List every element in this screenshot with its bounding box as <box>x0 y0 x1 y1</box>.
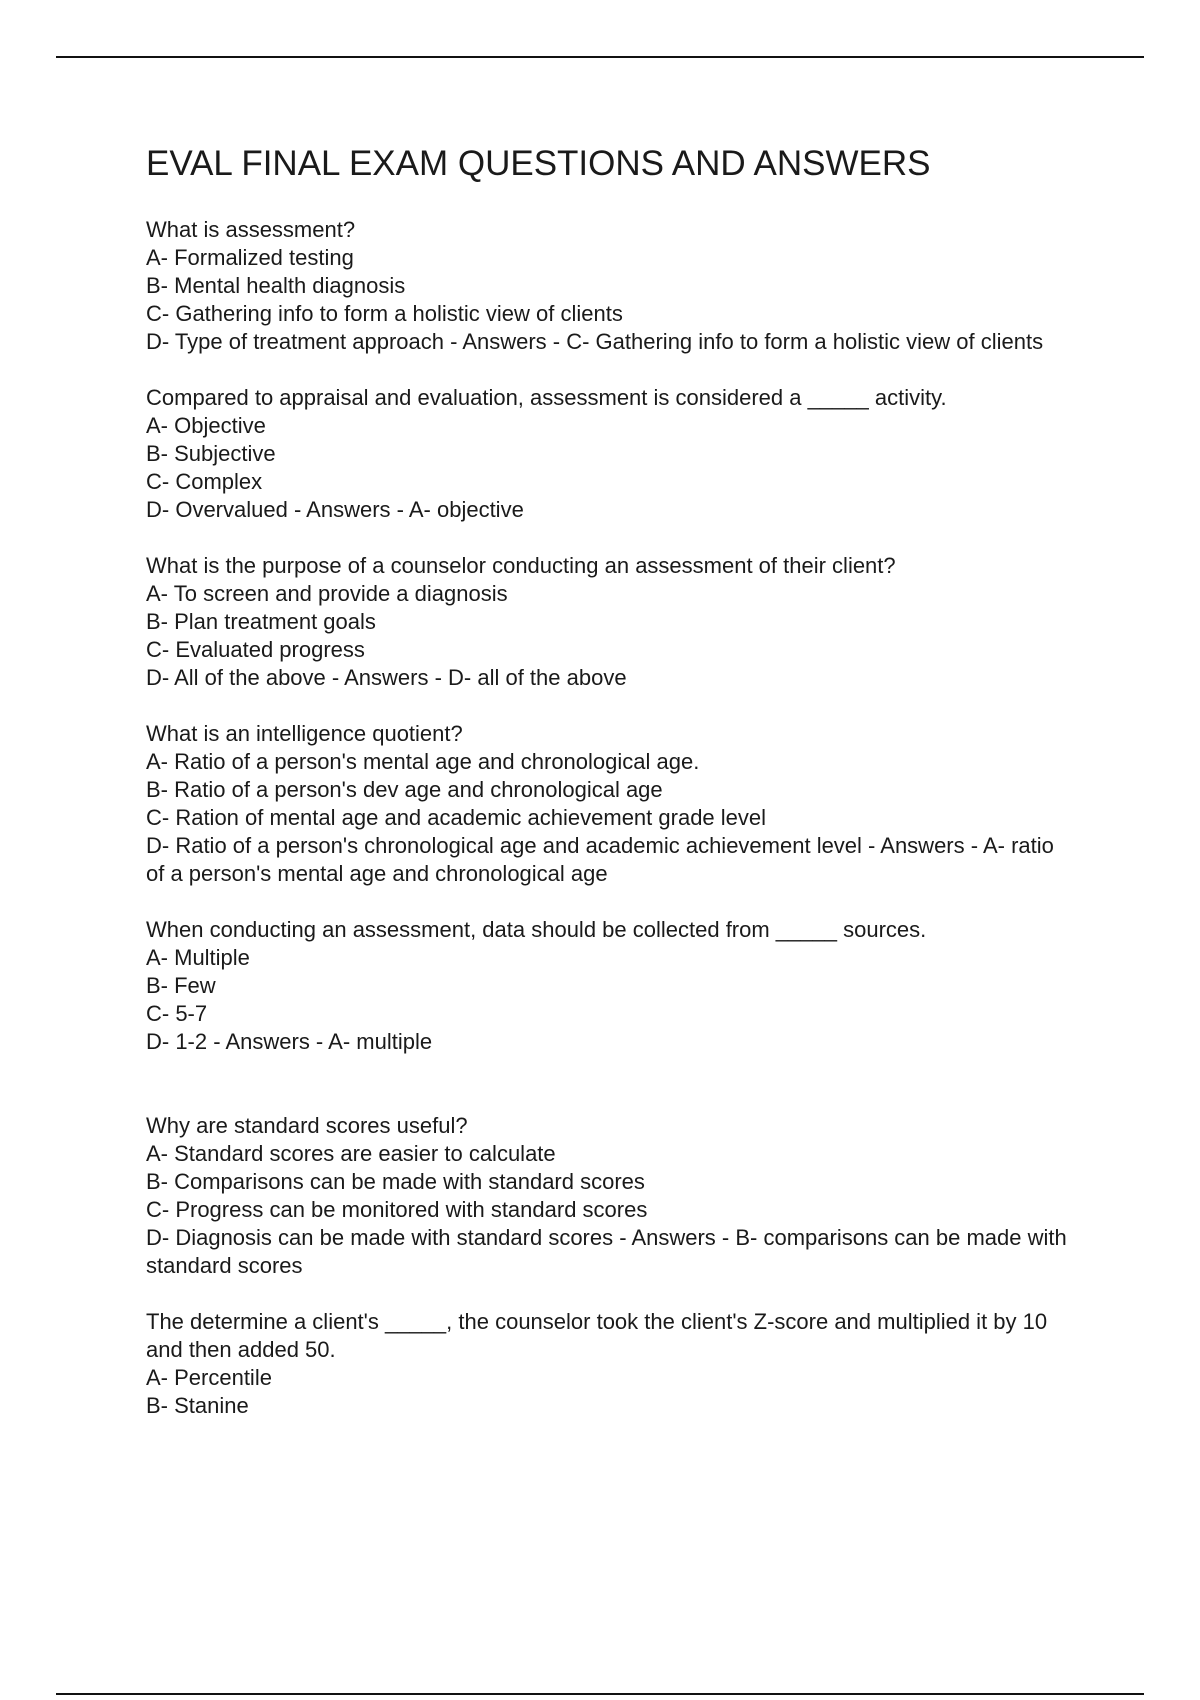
answer-option: A- Multiple <box>146 945 250 970</box>
question-block <box>146 1112 1076 1280</box>
answer-option: C- Ration of mental age and academic achievement grade level <box>146 805 767 830</box>
answer-option: A- Standard scores are easier to calculate <box>146 1141 556 1166</box>
answer-option: A- Formalized testing <box>146 245 354 270</box>
question-block <box>146 720 1076 888</box>
page-title: EVAL FINAL EXAM QUESTIONS AND ANSWERS <box>146 144 931 183</box>
question-block <box>146 1308 1076 1420</box>
question-prompt: What is assessment? <box>146 217 356 242</box>
answer-option: C- 5-7 <box>146 1001 208 1026</box>
answer-option-with-key: D- All of the above - Answers - D- all of the above <box>146 665 627 690</box>
answer-option: C- Complex <box>146 469 263 494</box>
answer-option: B- Subjective <box>146 441 276 466</box>
answer-option: C- Progress can be monitored with standard scores <box>146 1197 648 1222</box>
question-prompt: Why are standard scores useful? <box>146 1113 468 1138</box>
answer-option: B- Ratio of a person's dev age and chronological age <box>146 777 663 802</box>
answer-option-with-key: D- Overvalued - Answers - A- objective <box>146 497 524 522</box>
answer-option: A- To screen and provide a diagnosis <box>146 581 508 606</box>
question-prompt: Compared to appraisal and evaluation, assessment is considered a _____ activity. <box>146 385 947 410</box>
answer-option: C- Evaluated progress <box>146 637 365 662</box>
top-rule <box>56 56 1144 58</box>
question-block <box>146 916 1076 1056</box>
question-prompt: What is the purpose of a counselor conducting an assessment of their client? <box>146 553 896 578</box>
question-prompt: When conducting an assessment, data should be collected from _____ sources. <box>146 917 927 942</box>
answer-option: B- Few <box>146 973 216 998</box>
answer-option: B- Stanine <box>146 1393 249 1418</box>
answer-option: B- Plan treatment goals <box>146 609 376 634</box>
answer-option-with-key: D- 1-2 - Answers - A- multiple <box>146 1029 433 1054</box>
document-body <box>146 142 1076 1448</box>
answer-option-with-key: D- Diagnosis can be made with standard scores - Answers - B- comparisons can be made with standard scores <box>146 1225 1067 1278</box>
bottom-rule <box>56 1693 1144 1695</box>
question-block <box>146 216 1076 356</box>
question-block <box>146 384 1076 524</box>
answer-option: B- Comparisons can be made with standard scores <box>146 1169 645 1194</box>
question-block <box>146 552 1076 692</box>
question-prompt: The determine a client's _____, the counselor took the client's Z-score and multiplied it by 10 and then added 50. <box>146 1309 1048 1362</box>
answer-option: C- Gathering info to form a holistic view of clients <box>146 301 623 326</box>
answer-option: A- Objective <box>146 413 266 438</box>
answer-option: A- Percentile <box>146 1365 272 1390</box>
answer-option-with-key: D- Ratio of a person's chronological age and academic achievement level - Answers - A- ratio of a person's mental age and chronological age <box>146 833 1054 886</box>
answer-option: B- Mental health diagnosis <box>146 273 406 298</box>
answer-option: A- Ratio of a person's mental age and chronological age. <box>146 749 700 774</box>
answer-option-with-key: D- Type of treatment approach - Answers - C- Gathering info to form a holistic view of clients <box>146 329 1044 354</box>
question-prompt: What is an intelligence quotient? <box>146 721 463 746</box>
